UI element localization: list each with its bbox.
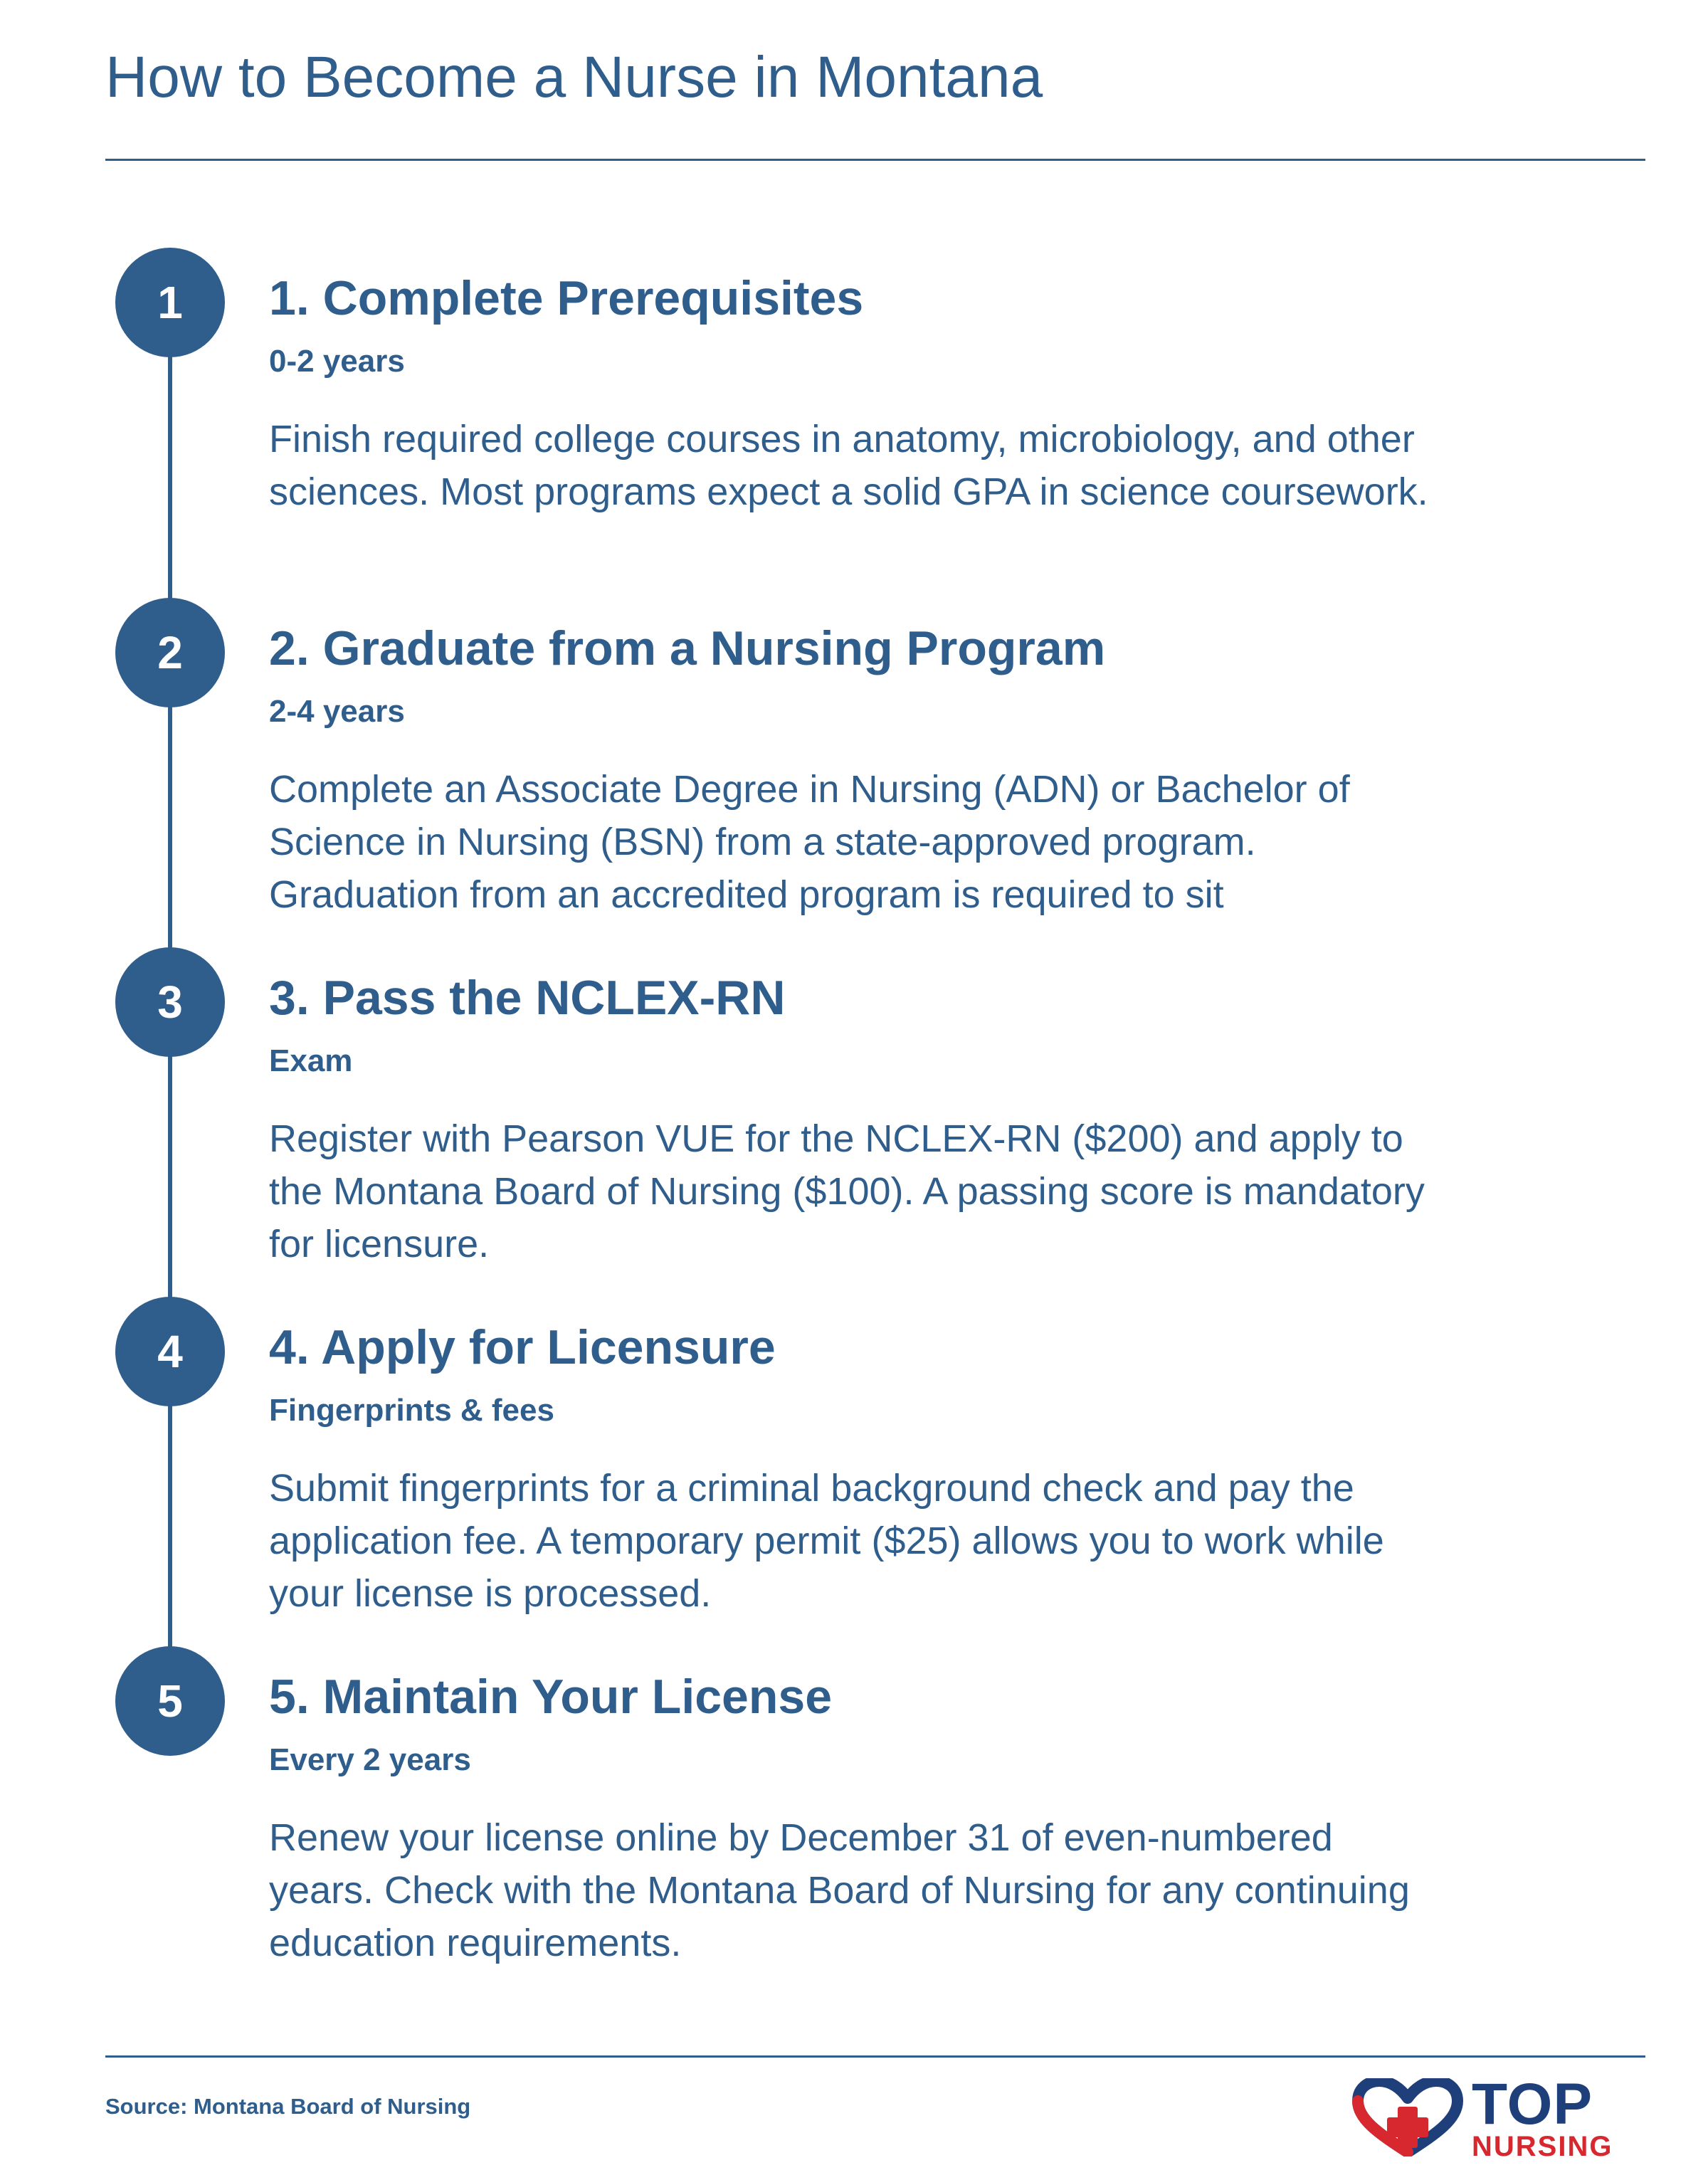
step-duration: 2-4 years: [269, 694, 405, 729]
step-duration: Fingerprints & fees: [269, 1393, 554, 1428]
step-number-badge: 2: [115, 598, 225, 707]
step-duration: 0-2 years: [269, 344, 405, 379]
source-note: Source: Montana Board of Nursing: [105, 2094, 471, 2119]
page-title: How to Become a Nurse in Montana: [105, 45, 1043, 110]
step-description: Renew your license online by December 31 of even-numbered years. Check with the Montana Board of Nursing for any continuing education requirements.: [269, 1816, 1410, 1964]
footer-divider: [105, 2055, 1645, 2058]
top-nursing-logo: [1351, 2071, 1650, 2164]
logo-wordmark-top: TOP: [1472, 2072, 1593, 2137]
step-number-badge: 1: [115, 248, 225, 357]
step-description: Register with Pearson VUE for the NCLEX-RN ($200) and apply to the Montana Board of Nursing ($100). A passing score is mandatory for licensure.: [269, 1117, 1425, 1265]
step-title: 2. Graduate from a Nursing Program: [269, 621, 1106, 675]
step-description: Finish required college courses in anatomy, microbiology, and other sciences. Most programs expect a solid GPA in science coursework.: [269, 418, 1428, 513]
step-number-badge: 3: [115, 947, 225, 1057]
step-description: Complete an Associate Degree in Nursing (ADN) or Bachelor of Science in Nursing (BSN) from a state-approved program. Graduation from an accredited program is required to sit: [269, 768, 1350, 916]
header-divider: [105, 159, 1645, 161]
heart-cross-icon: [1351, 2078, 1465, 2157]
step-title: 4. Apply for Licensure: [269, 1320, 776, 1374]
step-number-badge: 5: [115, 1646, 225, 1756]
step-description: Submit fingerprints for a criminal background check and pay the application fee. A temporary permit ($25) allows you to work while your license is processed.: [269, 1467, 1384, 1615]
logo-wordmark-bottom: NURSING: [1472, 2131, 1613, 2162]
step-duration: Every 2 years: [269, 1742, 471, 1777]
step-duration: Exam: [269, 1043, 353, 1078]
step-title: 3. Pass the NCLEX-RN: [269, 971, 786, 1025]
step-number-badge: 4: [115, 1297, 225, 1406]
step-title: 1. Complete Prerequisites: [269, 271, 864, 325]
step-title: 5. Maintain Your License: [269, 1670, 833, 1724]
